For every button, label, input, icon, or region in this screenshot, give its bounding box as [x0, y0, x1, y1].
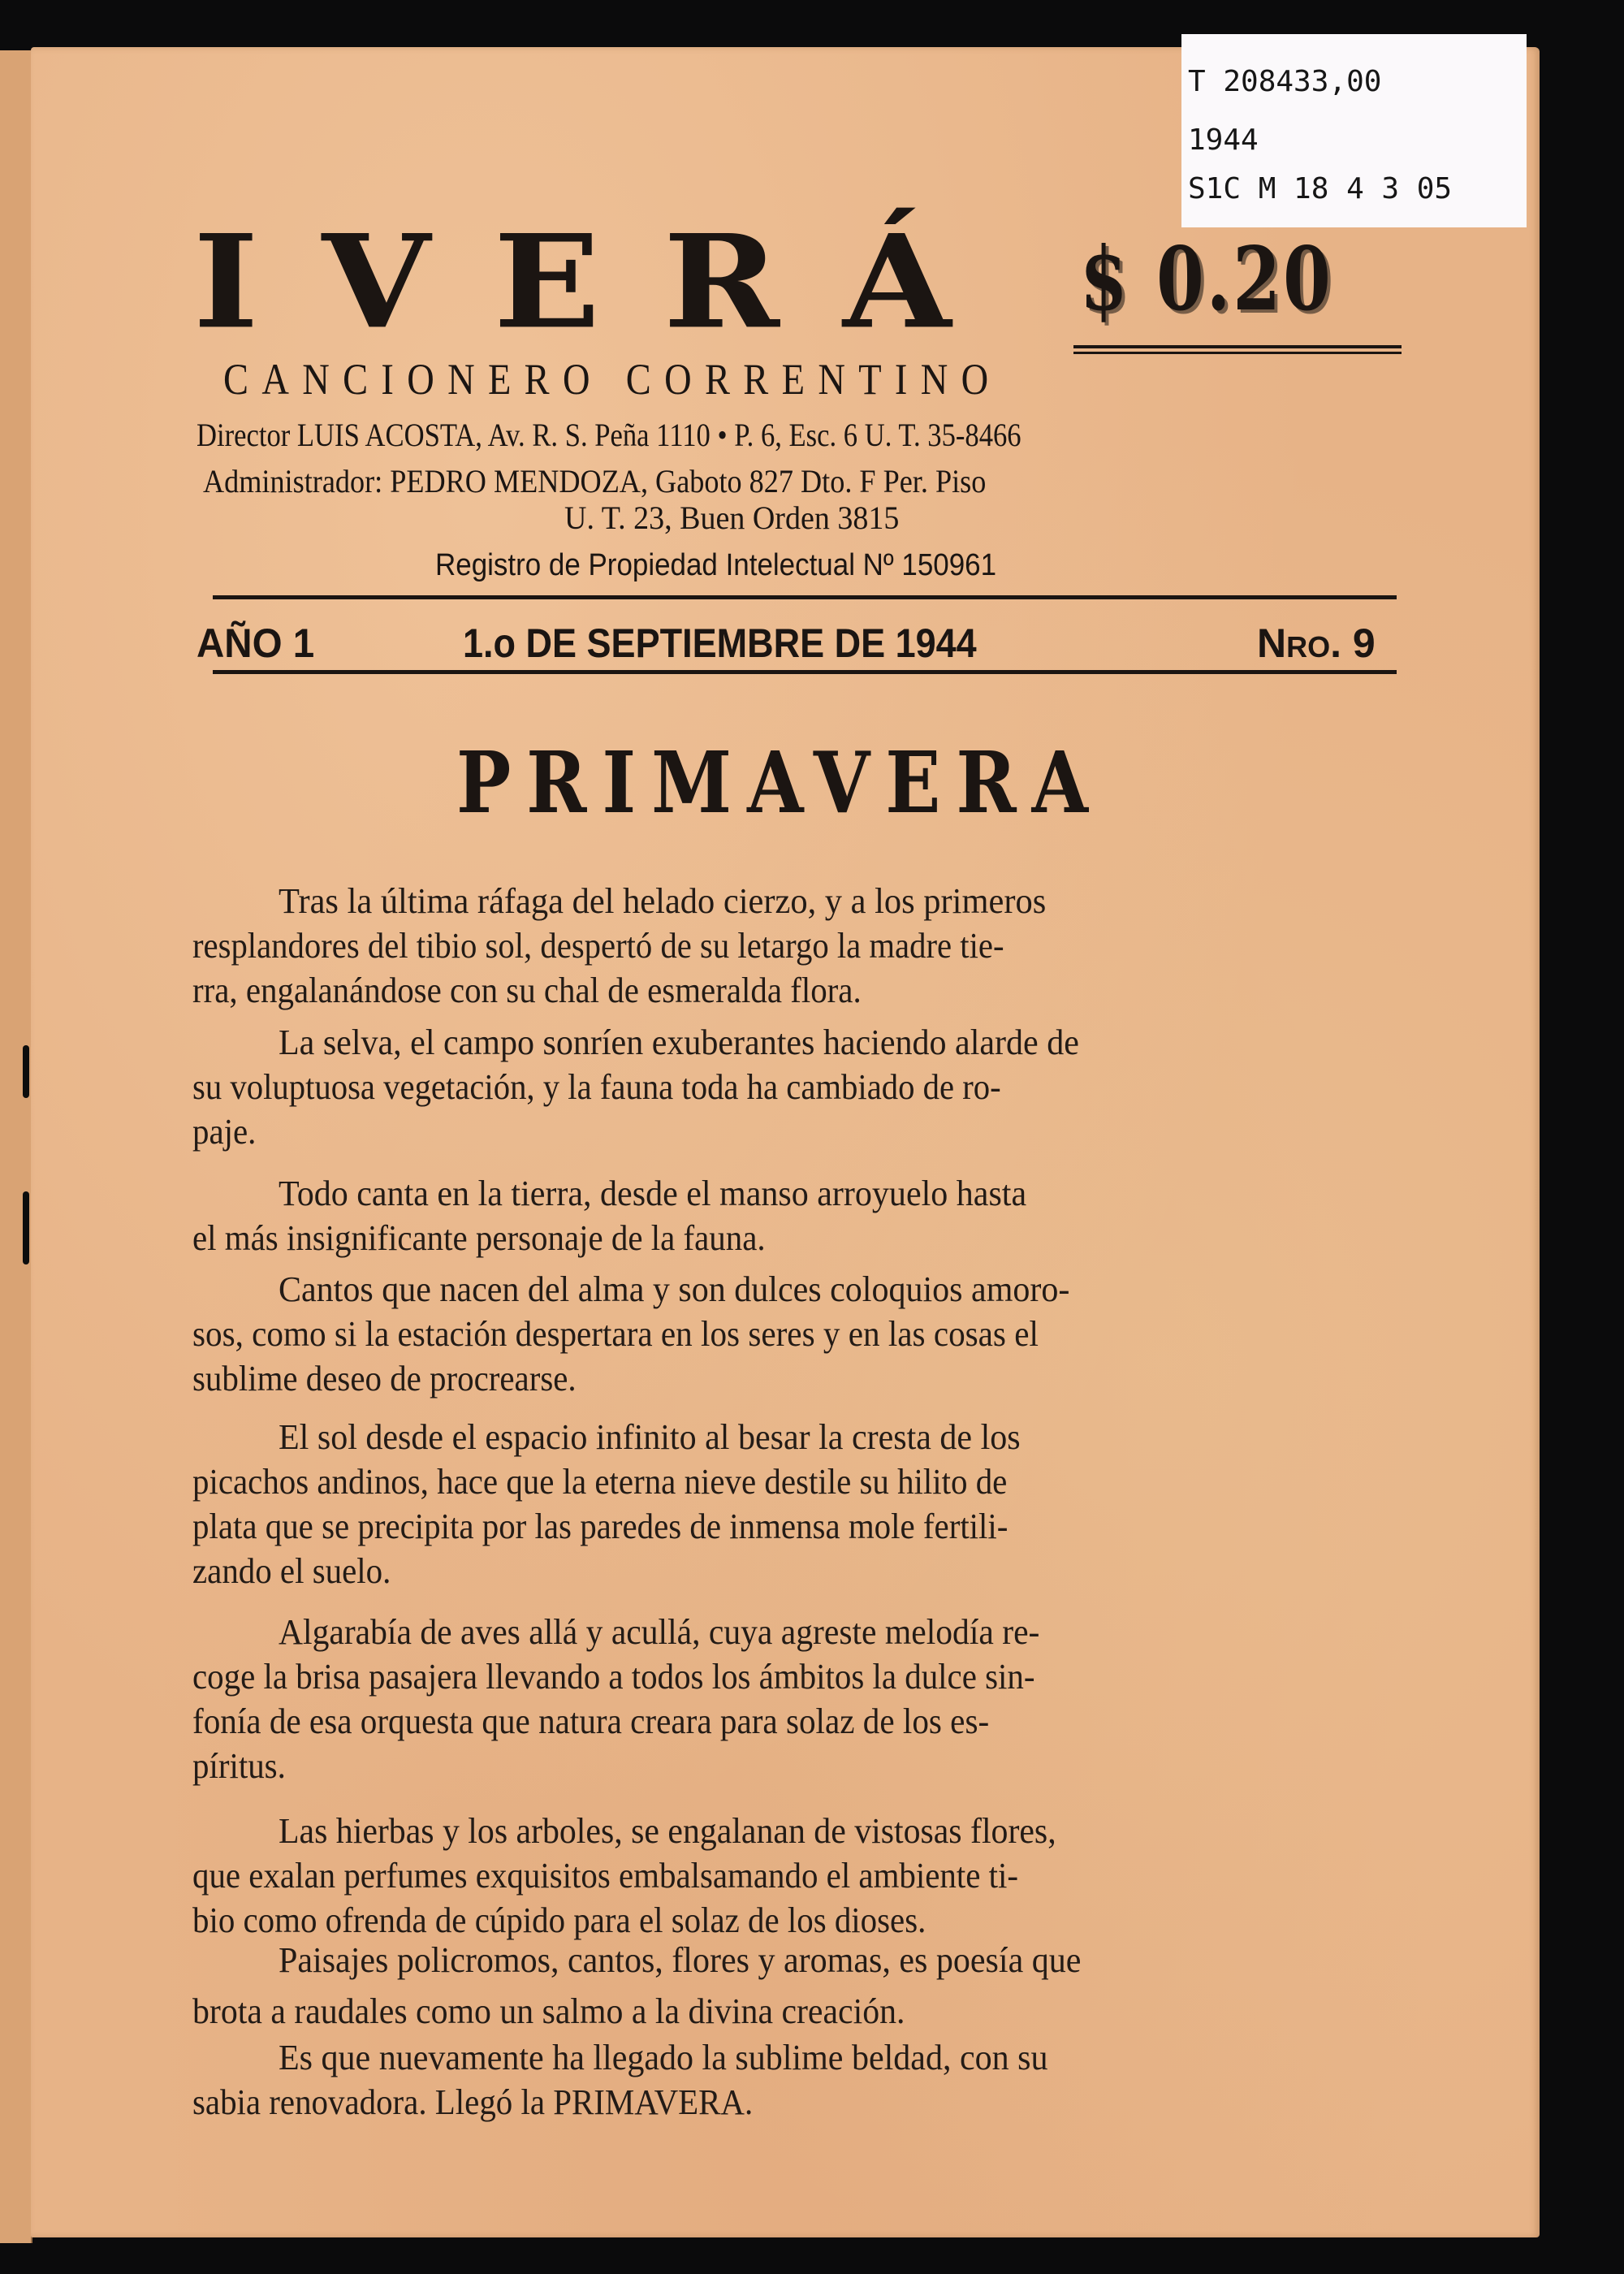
registro-line: Registro de Propiedad Intelectual Nº 150961: [435, 548, 997, 582]
director-line: Director LUIS ACOSTA, Av. R. S. Peña 1110 • P. 6, Esc. 6 U. T. 35-8466: [197, 417, 1021, 453]
article-line: Algarabía de aves allá y acullá, cuya agreste melodía re-: [279, 1612, 1040, 1652]
article-line: El sol desde el espacio infinito al besar la cresta de los: [279, 1417, 1021, 1457]
article-line: su voluptuosa vegetación, y la fauna toda ha cambiado de ro-: [192, 1067, 1001, 1107]
issue-year: AÑO 1: [197, 620, 315, 666]
issue-number-prefix: N: [1257, 620, 1287, 666]
article-line: el más insignificante personaje de la fauna.: [192, 1218, 766, 1258]
binding-hole: [23, 1045, 29, 1098]
issue-number-small: RO: [1286, 630, 1331, 664]
article-line: paje.: [192, 1112, 257, 1152]
masthead-subtitle: CANCIONERO CORRENTINO: [223, 355, 1002, 404]
catalog-label: [1181, 34, 1527, 227]
article-line: rra, engalanándose con su chal de esmeralda flora.: [192, 971, 862, 1010]
price: $ 0.20: [1080, 228, 1333, 331]
facing-page-edge: [0, 50, 32, 2243]
article-line: zando el suelo.: [192, 1551, 391, 1591]
article-line: Es que nuevamente ha llegado la sublime beldad, con su: [279, 2038, 1048, 2077]
article-line: Paisajes policromos, cantos, flores y aromas, es poesía que: [279, 1940, 1082, 1980]
bottom-rule: [213, 670, 1397, 674]
article-line: sublime deseo de procrearse.: [192, 1359, 577, 1399]
article-line: coge la brisa pasajera llevando a todos los ámbitos la dulce sin-: [192, 1657, 1035, 1697]
binding-hole: [23, 1191, 29, 1265]
article-line: píritus.: [192, 1746, 286, 1786]
price-underline: [1073, 352, 1402, 354]
article-line: bio como ofrenda de cúpido para el solaz de los dioses.: [192, 1900, 926, 1940]
issue-number: [1257, 620, 1376, 666]
article-line: sabia renovadora. Llegó la PRIMAVERA.: [192, 2082, 754, 2122]
article-line: sos, como si la estación despertara en los seres y en las cosas el: [192, 1314, 1039, 1354]
catalog-label-line-1: T 208433,00: [1188, 65, 1382, 98]
issue-number-value: . 9: [1330, 620, 1376, 666]
article-line: La selva, el campo sonríen exuberantes haciendo alarde de: [279, 1022, 1079, 1062]
article-headline: PRIMAVERA: [456, 733, 1104, 832]
article-line: Todo canta en la tierra, desde el manso arroyuelo hasta: [279, 1174, 1027, 1213]
article-line: resplandores del tibio sol, despertó de su letargo la madre tie-: [192, 926, 1004, 966]
article-line: picachos andinos, hace que la eterna nieve destile su hilito de: [192, 1462, 1008, 1502]
administrador-line-cont: U. T. 23, Buen Orden 3815: [564, 499, 900, 536]
article-line: plata que se precipita por las paredes de inmensa mole fertili-: [192, 1507, 1009, 1546]
catalog-label-line-3: S1C M 18 4 3 05: [1188, 172, 1453, 205]
article-line: Tras la última ráfaga del helado cierzo, y a los primeros: [279, 881, 1047, 921]
article-line: fonía de esa orquesta que natura creara para solaz de los es-: [192, 1701, 990, 1741]
catalog-label-line-2: 1944: [1188, 123, 1259, 157]
issue-date: 1.o DE SEPTIEMBRE DE 1944: [463, 620, 977, 666]
top-rule: [213, 595, 1397, 599]
administrador-line: Administrador: PEDRO MENDOZA, Gaboto 827 Dto. F Per. Piso: [203, 463, 987, 499]
article-line: Cantos que nacen del alma y son dulces coloquios amoro-: [279, 1269, 1070, 1309]
price-underline: [1073, 345, 1402, 348]
masthead-title: IVERÁ: [193, 205, 1015, 358]
article-line: brota a raudales como un salmo a la divina creación.: [192, 1991, 905, 2031]
article-line: que exalan perfumes exquisitos embalsamando el ambiente ti-: [192, 1856, 1018, 1896]
article-line: Las hierbas y los arboles, se engalanan de vistosas flores,: [279, 1811, 1056, 1851]
